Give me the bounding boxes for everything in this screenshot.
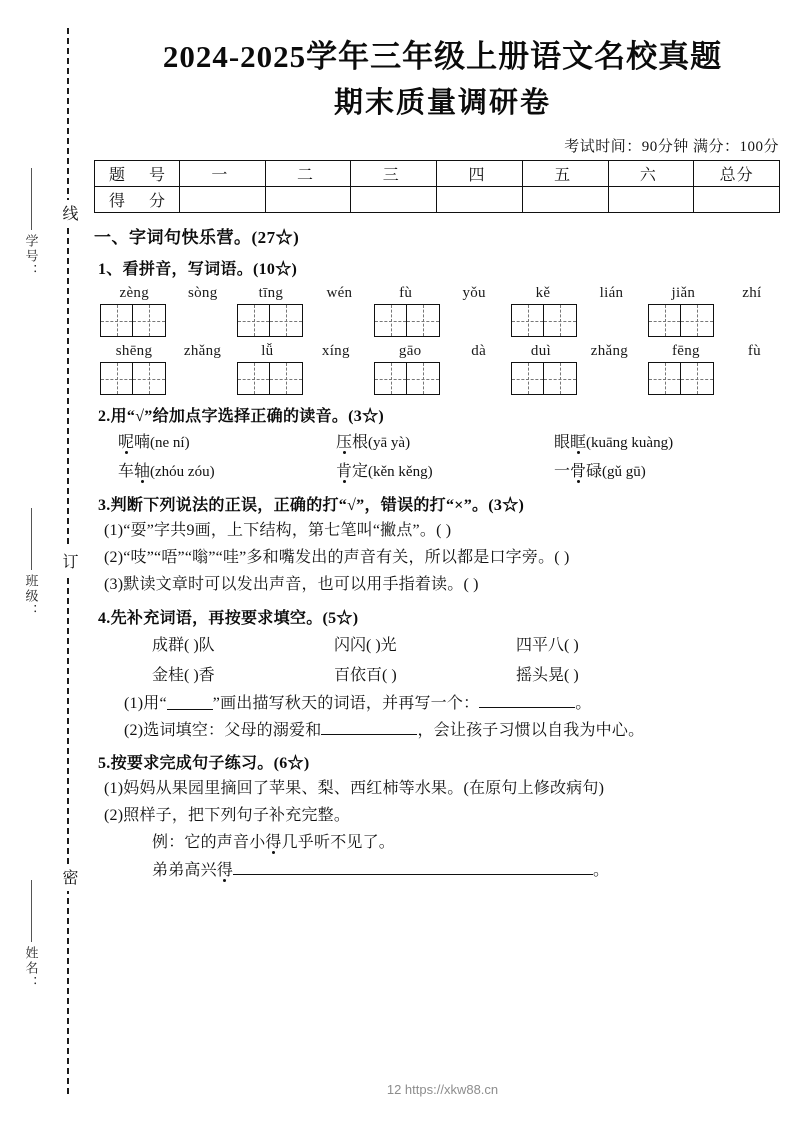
tianzige-cell[interactable] (681, 304, 714, 337)
seal-char-line: 线 (56, 200, 80, 227)
underline-mark-blank[interactable] (167, 709, 213, 710)
q5-example-text-b: 几乎听不见了。 (281, 834, 396, 852)
question-5-example (152, 831, 793, 854)
pinyin-syllable: fù (399, 285, 413, 301)
question-4-sub-2 (124, 719, 793, 742)
choice-word-suffix: 根 (352, 434, 369, 451)
question-4-words-row-2 (152, 664, 793, 688)
score-col-1: 一 (180, 161, 266, 187)
pinyin-group (237, 343, 374, 360)
answer-blank[interactable] (479, 707, 575, 708)
tianzige-group[interactable] (511, 362, 648, 395)
pinyin-group (648, 343, 785, 360)
tianzige-cell[interactable] (407, 304, 440, 337)
question-5-answer-line (152, 859, 793, 882)
seal-char-bind: 订 (56, 548, 80, 575)
choice-item[interactable] (336, 460, 554, 484)
pinyin-group (374, 285, 511, 302)
name-write-line (31, 880, 32, 942)
pinyin-syllable: zhí (742, 285, 762, 301)
tianzige-cell[interactable] (374, 362, 407, 395)
q5-example-text-a: 例：它的声音小 (152, 834, 266, 852)
margin-field-student-id (18, 168, 44, 279)
tianzige-cell[interactable] (407, 362, 440, 395)
choice-word-prefix: 一 (554, 463, 571, 480)
tianzige-cell[interactable] (237, 362, 270, 395)
question-4-words-row-1 (152, 634, 793, 658)
choice-item[interactable] (554, 431, 772, 455)
pinyin-group (237, 285, 374, 302)
score-col-3: 三 (351, 161, 437, 187)
pinyin-group (374, 343, 511, 360)
page-title-line1: 2024-2025学年三年级上册语文名校真题 (162, 39, 723, 74)
question-2-row-1 (118, 431, 793, 455)
q5-answer-text-a: 弟弟高兴 (152, 861, 217, 879)
idiom-blank-item[interactable]: 金桂( )香 (152, 666, 215, 684)
choice-word-suffix: 喃 (134, 434, 151, 451)
question-5-item-2[interactable]: (2)照样子，把下列句子补充完整。 (104, 807, 351, 825)
score-cell-4[interactable] (437, 187, 523, 213)
score-col-6: 六 (608, 161, 694, 187)
score-col-total: 总分 (694, 161, 780, 187)
score-row-label-question: 题 号 (95, 161, 180, 187)
tianzige-group[interactable] (648, 304, 785, 337)
choice-pinyin-options[interactable]: (ne ní) (150, 435, 190, 451)
pinyin-syllable: zèng (119, 285, 149, 301)
choice-pinyin-options[interactable]: (gǔ gū) (602, 464, 646, 480)
tianzige-cell[interactable] (270, 304, 303, 337)
tianzige-cell[interactable] (270, 362, 303, 395)
class-label: 班级： (23, 574, 39, 619)
exam-sheet (92, 0, 793, 1122)
score-cell-2[interactable] (265, 187, 351, 213)
choice-pinyin-options[interactable]: (zhóu zóu) (150, 464, 215, 480)
class-write-line (31, 508, 32, 570)
section-1-heading: 一、字词句快乐营。(27☆) (94, 228, 300, 247)
tianzige-cell[interactable] (648, 304, 681, 337)
question-5-item-1[interactable]: (1)妈妈从果园里摘回了苹果、梨、西红柿等水果。(在原句上修改病句) (104, 779, 605, 797)
q5-example-dotted-char: 得 (265, 834, 282, 852)
exam-content (92, 223, 793, 882)
choice-dotted-char: 眶 (570, 434, 587, 451)
tianzige-cell[interactable] (511, 362, 544, 395)
q5-answer-text-b: 。 (593, 861, 610, 879)
tianzige-group[interactable] (374, 362, 511, 395)
student-id-write-line (31, 168, 32, 230)
choice-word-prefix: 车 (118, 463, 135, 480)
q4-sub1-text-c: 。 (575, 694, 592, 712)
tianzige-group[interactable] (100, 362, 237, 395)
pinyin-syllable: dà (471, 343, 487, 359)
pinyin-syllable: zhǎng (590, 343, 629, 359)
tianzige-group[interactable] (237, 362, 374, 395)
pinyin-row-2 (100, 343, 788, 360)
tianzige-cell[interactable] (133, 304, 166, 337)
student-id-label: 学号： (23, 234, 39, 279)
question-4-sub-1 (124, 692, 793, 715)
table-row-question-numbers (95, 161, 780, 187)
name-label: 姓名： (23, 946, 39, 991)
pinyin-syllable: xíng (321, 343, 350, 359)
pinyin-group (100, 285, 237, 302)
score-col-5: 五 (522, 161, 608, 187)
question-4-heading: 4.先补充词语，再按要求填空。(5☆) (98, 609, 359, 627)
question-1-heading: 1、看拼音，写词语。(10☆) (98, 261, 298, 278)
pinyin-syllable: fēng (672, 343, 700, 359)
idiom-blank-item[interactable]: 摇头晃( ) (516, 666, 579, 684)
score-cell-3[interactable] (351, 187, 437, 213)
tianzige-group[interactable] (511, 304, 648, 337)
score-row-label-points: 得 分 (95, 187, 180, 213)
tianzige-cell[interactable] (544, 304, 577, 337)
margin-field-class (18, 508, 44, 619)
idiom-blank-item[interactable]: 百依百( ) (334, 666, 397, 684)
q4-sub2-text-b: ，会让孩子习惯以自我为中心。 (417, 721, 645, 739)
margin-field-name (18, 880, 44, 991)
score-cell-5[interactable] (522, 187, 608, 213)
tianzige-cell[interactable] (374, 304, 407, 337)
choice-item[interactable] (554, 460, 772, 484)
question-2-heading: 2.用“√”给加点字选择正确的读音。(3☆) (98, 408, 385, 425)
choice-dotted-char: 压 (336, 434, 353, 451)
choice-pinyin-options[interactable]: (kuāng kuàng) (586, 435, 674, 451)
choice-word-prefix: 眼 (554, 434, 571, 451)
writing-grid-row-1 (100, 304, 788, 337)
q4-sub1-text-a: (1)用“ (124, 694, 167, 712)
score-table (94, 160, 780, 213)
pinyin-row-1 (100, 285, 788, 302)
writing-grid-row-2 (100, 362, 788, 395)
question-2-row-2 (118, 460, 793, 484)
pinyin-syllable: fù (747, 343, 761, 359)
seal-char-secret: 密 (56, 864, 80, 891)
q4-sub2-text-a: (2)选词填空：父母的溺爱和 (124, 721, 322, 739)
pinyin-syllable: yǒu (462, 285, 486, 301)
exam-meta: 考试时间：90分钟 满分：100分 (564, 139, 779, 155)
answer-blank[interactable] (321, 734, 417, 735)
choice-dotted-char: 肯 (336, 463, 353, 480)
tianzige-cell[interactable] (237, 304, 270, 337)
pinyin-syllable: tīng (258, 285, 284, 301)
choice-pinyin-options[interactable]: (kěn kěng) (368, 464, 433, 480)
choice-pinyin-options[interactable]: (yā yà) (368, 435, 411, 451)
choice-dotted-char: 呢 (118, 434, 135, 451)
q4-sub1-text-b: ”画出描写秋天的词语，并再写一个： (212, 694, 480, 712)
tianzige-group[interactable] (100, 304, 237, 337)
tianzige-cell[interactable] (100, 304, 133, 337)
tianzige-cell[interactable] (511, 304, 544, 337)
pinyin-group (100, 343, 237, 360)
left-margin-seal-area (0, 0, 92, 1122)
choice-item[interactable] (118, 431, 336, 455)
table-row-scores (95, 187, 780, 213)
page-footer: 12 https://xkw88.cn (386, 1082, 499, 1097)
pinyin-syllable: wén (326, 285, 353, 301)
idiom-blank-item[interactable]: 成群( )队 (152, 636, 215, 654)
question-3-item-2[interactable]: (2)“吱”“唔”“嗡”“哇”多和嘴发出的声音有关，所以都是口字旁。( ) (104, 549, 570, 567)
choice-word-suffix: 定 (352, 463, 369, 480)
score-col-4: 四 (437, 161, 523, 187)
tianzige-group[interactable] (648, 362, 785, 395)
tianzige-cell[interactable] (681, 362, 714, 395)
tianzige-cell[interactable] (544, 362, 577, 395)
question-3-heading: 3.判断下列说法的正误，正确的打“√”，错误的打“×”。(3☆) (98, 497, 525, 514)
pinyin-syllable: kě (535, 285, 551, 301)
pinyin-group (511, 343, 648, 360)
choice-word-suffix: 碌 (586, 463, 603, 480)
score-cell-6[interactable] (608, 187, 694, 213)
question-3-item-1[interactable]: (1)“耍”字共9画，上下结构，第七笔叫“撇点”。( ) (104, 522, 452, 539)
pinyin-syllable: zhǎng (183, 343, 222, 359)
choice-item[interactable] (336, 431, 554, 455)
tianzige-cell[interactable] (648, 362, 681, 395)
score-cell-total[interactable] (694, 187, 780, 213)
tianzige-cell[interactable] (133, 362, 166, 395)
score-cell-1[interactable] (180, 187, 266, 213)
pinyin-syllable: jiǎn (671, 285, 696, 301)
pinyin-syllable: duì (530, 343, 551, 359)
tianzige-group[interactable] (237, 304, 374, 337)
pinyin-syllable: shēng (115, 343, 153, 359)
pinyin-syllable: gāo (398, 343, 422, 359)
pinyin-group (648, 285, 785, 302)
pinyin-syllable: lǚ (261, 343, 274, 359)
pinyin-group (511, 285, 648, 302)
q5-answer-dotted-char: 得 (216, 861, 234, 879)
pinyin-syllable: sòng (187, 285, 218, 301)
choice-item[interactable] (118, 460, 336, 484)
idiom-blank-item[interactable]: 闪闪( )光 (334, 636, 397, 654)
choice-dotted-char: 骨 (570, 463, 587, 480)
pinyin-syllable: lián (599, 285, 624, 301)
page-title-line2: 期末质量调研卷 (333, 86, 551, 119)
choice-dotted-char: 轴 (134, 463, 151, 480)
question-3-item-3[interactable]: (3)默读文章时可以发出声音，也可以用手指着读。( ) (104, 576, 479, 594)
tianzige-group[interactable] (374, 304, 511, 337)
score-col-2: 二 (265, 161, 351, 187)
idiom-blank-item[interactable]: 四平八( ) (516, 636, 579, 654)
answer-blank[interactable] (233, 874, 593, 875)
tianzige-cell[interactable] (100, 362, 133, 395)
question-5-heading: 5.按要求完成句子练习。(6☆) (98, 754, 310, 772)
